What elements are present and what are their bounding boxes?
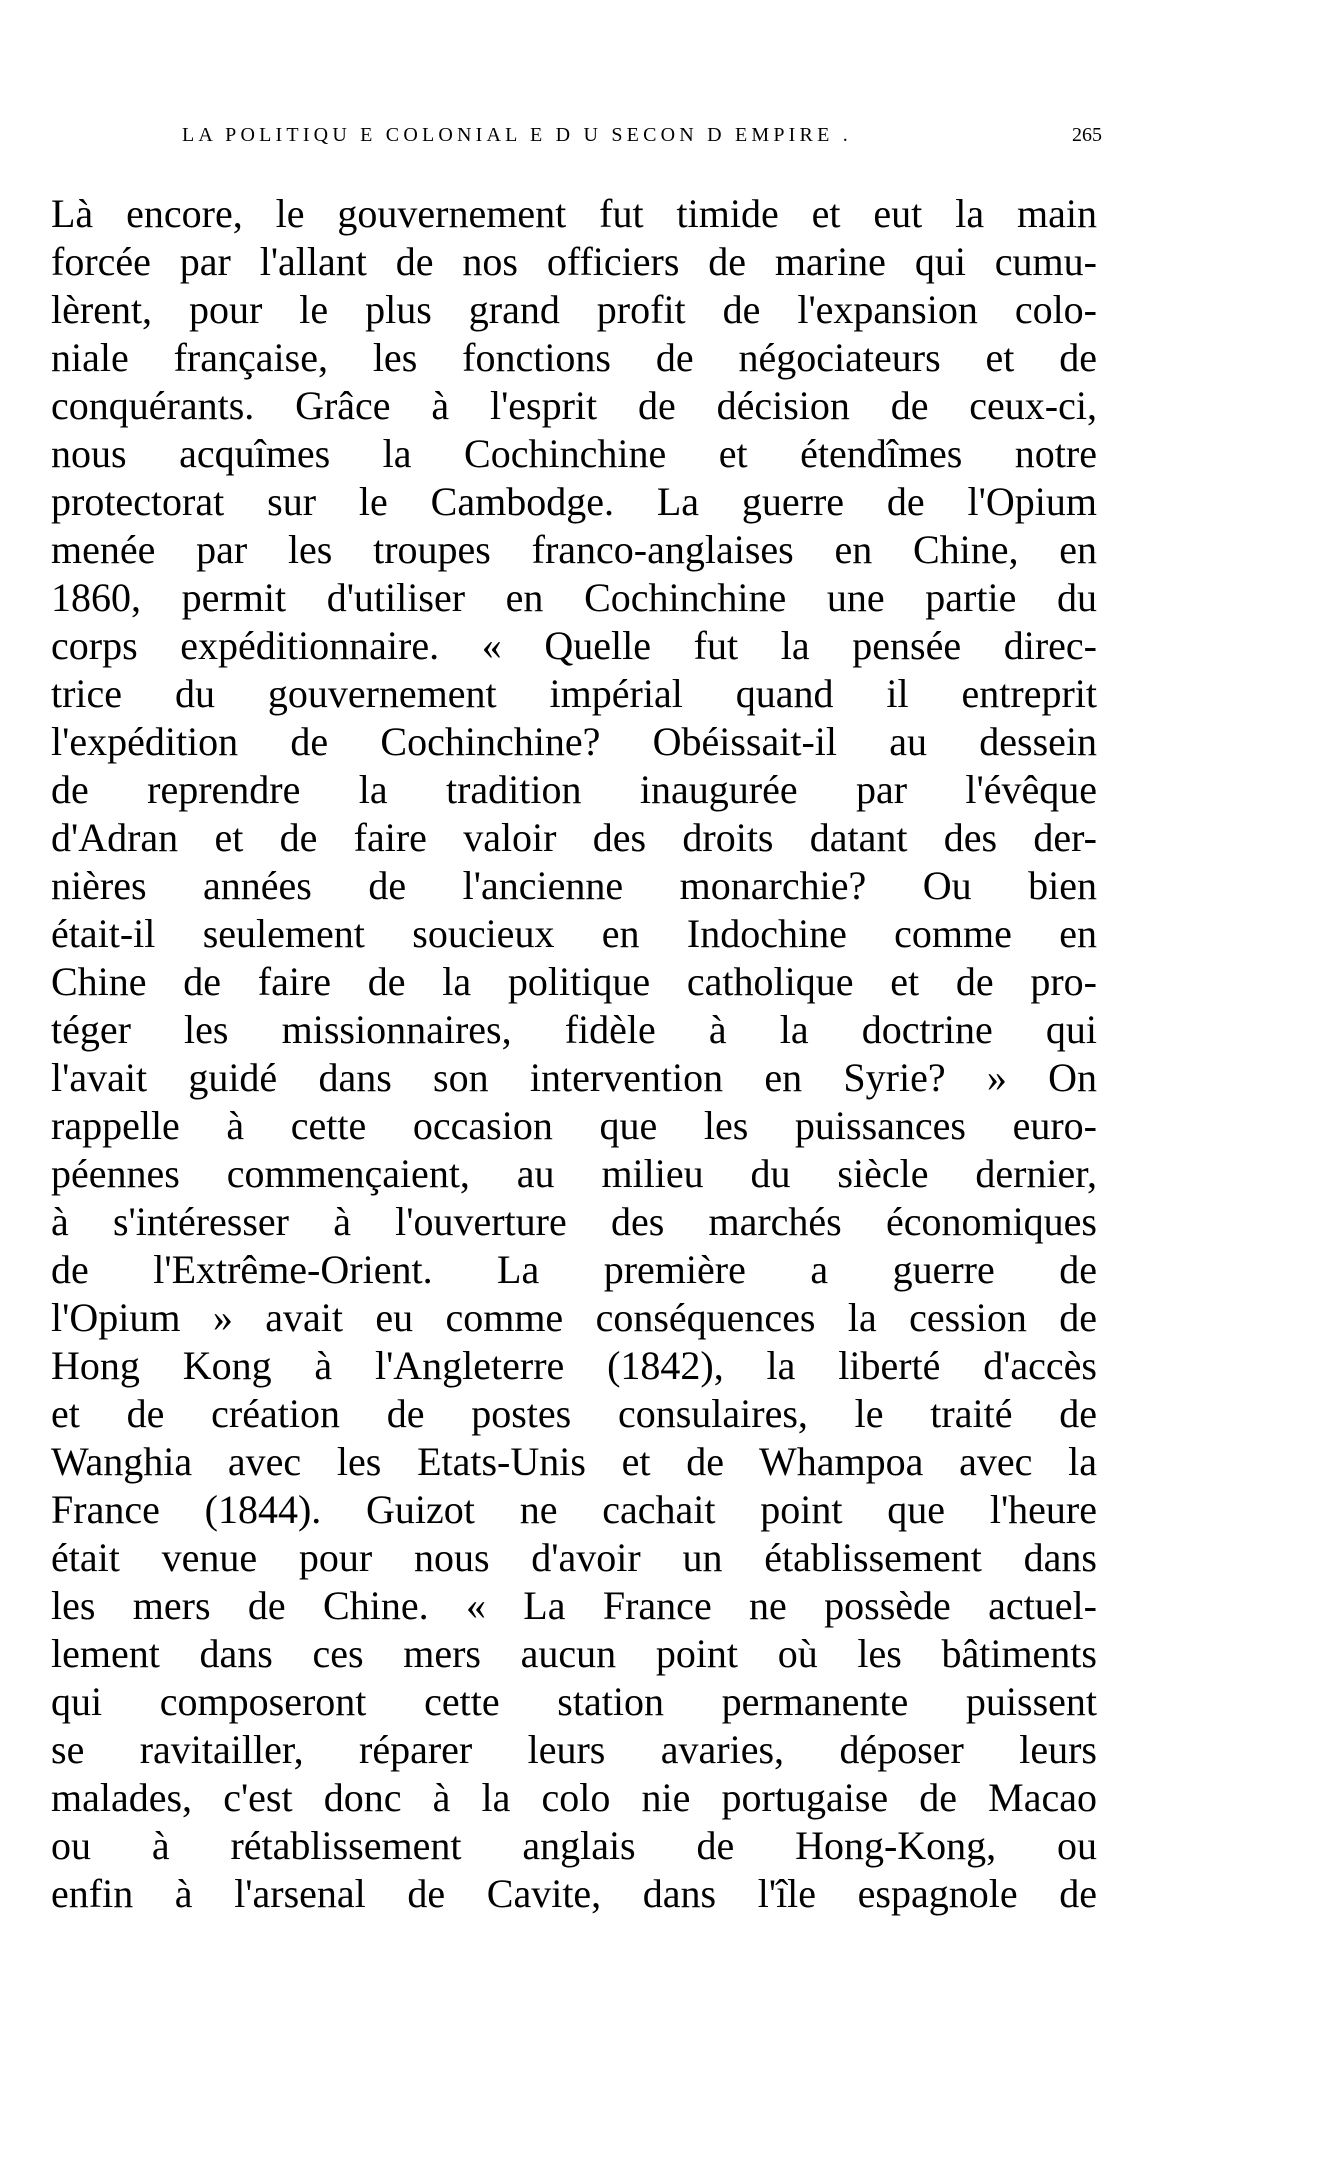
text-line: téger les missionnaires, fidèle à la doctrine qui <box>51 1007 1097 1052</box>
text-line: 1860, permit d'utiliser en Cochinchine une partie du <box>51 575 1097 620</box>
text-line: lèrent, pour le plus grand profit de l'expansion colo- <box>51 287 1097 332</box>
text-line: forcée par l'allant de nos officiers de marine qui cumu- <box>51 239 1097 284</box>
text-line: France (1844). Guizot ne cachait point que l'heure <box>51 1487 1097 1532</box>
text-line: qui composeront cette station permanente puissent <box>51 1679 1097 1724</box>
text-line: d'Adran et de faire valoir des droits datant des der- <box>51 815 1097 860</box>
text-line: nières années de l'ancienne monarchie? Ou bien <box>51 863 1097 908</box>
text-line: ou à rétablissement anglais de Hong-Kong, ou <box>51 1823 1097 1868</box>
text-line: conquérants. Grâce à l'esprit de décision de ceux-ci, <box>51 383 1097 428</box>
body-paragraph <box>51 190 1097 1918</box>
text-line: les mers de Chine. « La France ne possède actuel- <box>51 1583 1097 1628</box>
text-line: l'avait guidé dans son intervention en Syrie? » On <box>51 1055 1097 1100</box>
page-number: 265 <box>1072 124 1102 146</box>
text-line: malades, c'est donc à la colo nie portugaise de Macao <box>51 1775 1097 1820</box>
text-line: Wanghia avec les Etats-Unis et de Whampoa avec la <box>51 1439 1097 1484</box>
text-line: était-il seulement soucieux en Indochine comme en <box>51 911 1097 956</box>
text-line: niale française, les fonctions de négociateurs et de <box>51 335 1097 380</box>
text-line: de reprendre la tradition inaugurée par l'évêque <box>51 767 1097 812</box>
text-line: menée par les troupes franco-anglaises en Chine, en <box>51 527 1097 572</box>
text-line: lement dans ces mers aucun point où les bâtiments <box>51 1631 1097 1676</box>
text-line: Chine de faire de la politique catholique et de pro- <box>51 959 1097 1004</box>
text-line: se ravitailler, réparer leurs avaries, déposer leurs <box>51 1727 1097 1772</box>
text-line: l'expédition de Cochinchine? Obéissait-il au dessein <box>51 719 1097 764</box>
text-line: corps expéditionnaire. « Quelle fut la pensée direc- <box>51 623 1097 668</box>
running-head <box>182 124 1102 152</box>
text-line: rappelle à cette occasion que les puissances euro- <box>51 1103 1097 1148</box>
running-title: LA POLITIQU E COLONIAL E D U SECON D EMPIRE . <box>182 124 852 146</box>
text-line: à s'intéresser à l'ouverture des marchés économiques <box>51 1199 1097 1244</box>
text-line: Là encore, le gouvernement fut timide et eut la main <box>51 191 1097 236</box>
text-line: trice du gouvernement impérial quand il entreprit <box>51 671 1097 716</box>
text-line: enfin à l'arsenal de Cavite, dans l'île espagnole de <box>51 1871 1097 1916</box>
text-line: de l'Extrême-Orient. La première a guerre de <box>51 1247 1097 1292</box>
text-line: protectorat sur le Cambodge. La guerre de l'Opium <box>51 479 1097 524</box>
text-line: nous acquîmes la Cochinchine et étendîmes notre <box>51 431 1097 476</box>
text-line: l'Opium » avait eu comme conséquences la cession de <box>51 1295 1097 1340</box>
text-line: péennes commençaient, au milieu du siècle dernier, <box>51 1151 1097 1196</box>
text-line: était venue pour nous d'avoir un établissement dans <box>51 1535 1097 1580</box>
text-line: et de création de postes consulaires, le traité de <box>51 1391 1097 1436</box>
text-line: Hong Kong à l'Angleterre (1842), la liberté d'accès <box>51 1343 1097 1388</box>
